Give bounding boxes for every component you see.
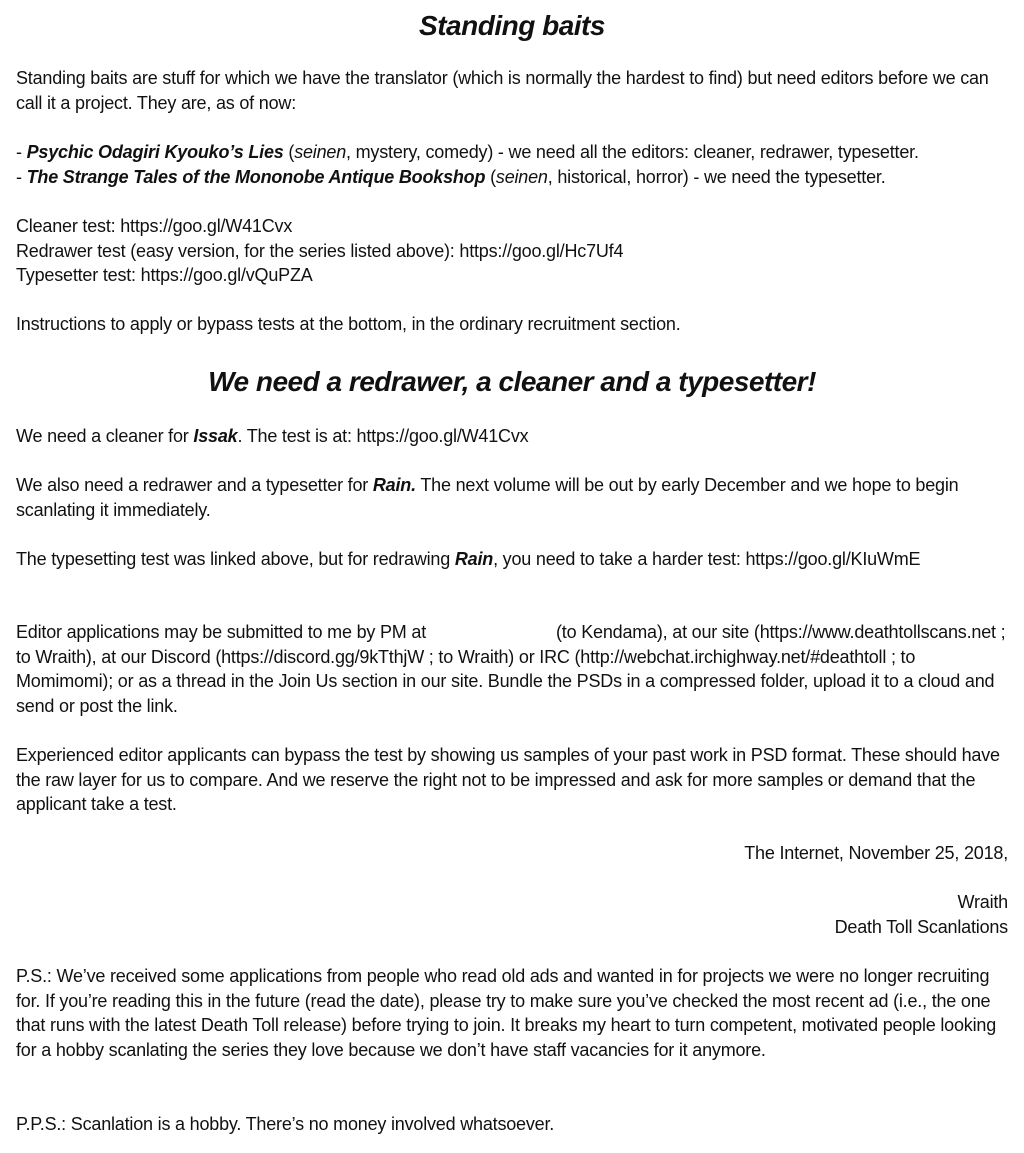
series-rain: Rain. (372, 475, 416, 495)
bait-item: - The Strange Tales of the Mononobe Antique Bookshop (seinen, historical, horror) - we need the typesetter. (16, 167, 886, 187)
rain-request (16, 473, 1008, 522)
text: , you need to take a harder test: https://goo.gl/KIuWmE (493, 549, 921, 569)
test-link-redrawer: Redrawer test (easy version, for the series listed above): https://goo.gl/Hc7Uf4 (16, 241, 624, 261)
text: We need a cleaner for (16, 426, 194, 446)
intro-paragraph: Standing baits are stuff for which we have the translator (which is normally the hardest to find) but need editors before we can call it a project. They are, as of now: (16, 68, 989, 113)
bait-genre-italic: seinen (294, 142, 347, 162)
text: . The test is at: https://goo.gl/W41Cvx (237, 426, 529, 446)
post-postscript: P.P.S.: Scanlation is a hobby. There’s no money involved whatsoever. (16, 1114, 555, 1134)
text: The typesetting test was linked above, but for redrawing (16, 549, 455, 569)
text: (to Kendama), at our site (https://www.deathtollscans.net ; to Wraith), at our Discord (https://discord.gg/9kTthjW ; to Wraith) or IRC (http://webchat.irchighway.net/#deathtoll ; to Momimomi); or as a thread in the Join Us section in our site. Bundle the PSDs in a compressed folder, upload it to a cloud and send or post the link. (16, 622, 1006, 716)
bait-description: , mystery, comedy) - we need all the editors: cleaner, redrawer, typesetter. (346, 142, 919, 162)
signature-date: The Internet, November 25, 2018, (744, 843, 1008, 863)
text: Editor applications may be submitted to me by PM at (16, 622, 426, 642)
postscript: P.S.: We’ve received some applications from people who read old ads and wanted in for projects we were no longer recruiting for. If you’re reading this in the future (read the date), please try to make sure you’ve checked the most recent ad (i.e., the one that runs with the latest Death Toll release) before trying to join. It breaks my heart to turn competent, motivated people looking for a hobby scanlating the series they love because we don’t have staff vacancies for it anymore. (16, 966, 997, 1060)
applications-paragraph (16, 620, 1008, 718)
instructions-note: Instructions to apply or bypass tests at the bottom, in the ordinary recruitment section. (16, 314, 681, 334)
heading-recruitment: We need a redrawer, a cleaner and a typesetter! (208, 366, 816, 397)
cleaner-request (16, 424, 1008, 449)
text: The next volume will be out by early December and we hope to begin scanlating it immediately. (16, 475, 959, 520)
bait-item: - Psychic Odagiri Kyouko’s Lies (seinen, mystery, comedy) - we need all the editors: cleaner, redrawer, typesetter. (16, 142, 919, 162)
experienced-paragraph: Experienced editor applicants can bypass the test by showing us samples of your past work in PSD format. These should have the raw layer for us to compare. And we reserve the right not to be impressed and ask for more samples or demand that the applicant take a test. (16, 745, 1000, 814)
bait-genre-italic: seinen (495, 167, 548, 187)
signature-group: Death Toll Scanlations (834, 917, 1008, 937)
bullet-dash: - (16, 167, 27, 187)
bullet-dash: - (16, 142, 27, 162)
signature-name: Wraith (957, 892, 1008, 912)
heading-standing-baits: Standing baits (419, 10, 605, 41)
text: We also need a redrawer and a typesetter for (16, 475, 373, 495)
series-issak: Issak (193, 426, 238, 446)
series-rain: Rain (454, 549, 494, 569)
test-link-cleaner: Cleaner test: https://goo.gl/W41Cvx (16, 216, 293, 236)
bait-title: The Strange Tales of the Mononobe Antique Bookshop (26, 167, 486, 187)
test-link-typesetter: Typesetter test: https://goo.gl/vQuPZA (16, 265, 313, 285)
bait-description: , historical, horror) - we need the typesetter. (547, 167, 886, 187)
bait-title: Psychic Odagiri Kyouko’s Lies (26, 142, 284, 162)
redraw-test-note (16, 547, 1008, 572)
